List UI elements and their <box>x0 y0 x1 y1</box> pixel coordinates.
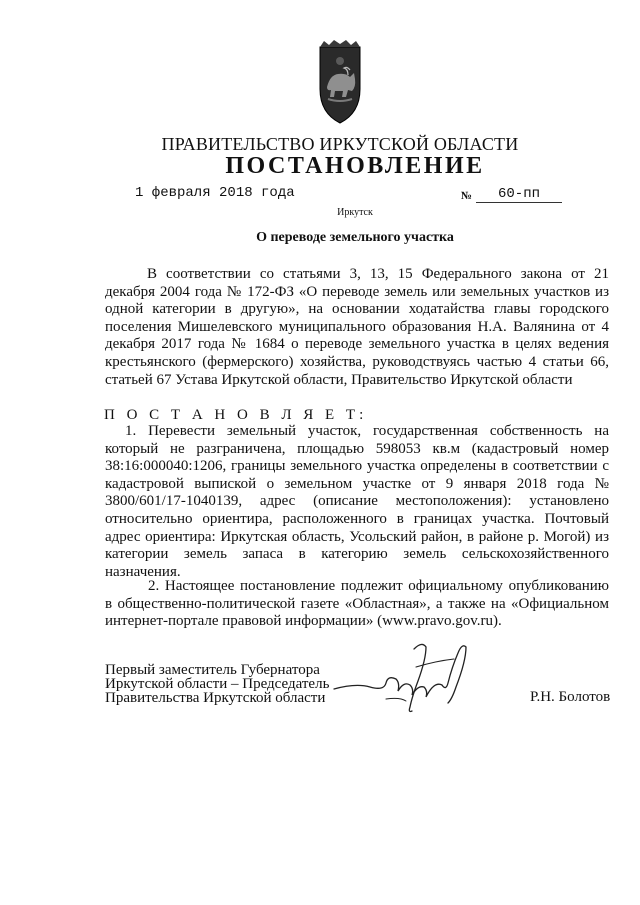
preamble-paragraph: В соответствии со статьями 3, 13, 15 Федерального закона от 21 декабря 2004 года № 172-ФЗ «О переводе земель или земельных участков из одной категории в другую», на основании ходатайства главы городского поселения Мишелевского муниципального образования Н.А. Валянина от 4 декабря 2017 года № 1684 о переводе земельного участка в целях ведения крестьянского (фермерского) хозяйства, руководствуясь частью 4 статьи 66, статьей 67 Устава Иркутской области, Правительство Иркутской области <box>105 266 609 388</box>
document-date: 1 февраля 2018 года <box>135 185 295 201</box>
number-label: № <box>461 190 473 202</box>
signatory-position-line: Иркутской области – Председатель <box>105 676 330 692</box>
decrees-heading: П О С Т А Н О В Л Я Е Т: <box>104 407 368 423</box>
signatory-position-line: Правительства Иркутской области <box>105 690 326 706</box>
signatory-position <box>105 663 329 705</box>
handwritten-signature <box>326 637 506 722</box>
signatory-position-line: Первый заместитель Губернатора <box>105 662 320 678</box>
signatory-name: Р.Н. Болотов <box>530 689 611 705</box>
item-1-paragraph: 1. Перевести земельный участок, государственная собственность на который не разграничена, площадью 598053 кв.м (кадастровый номер 38:16:000040:1206, границы земельного участка определены в соответствии с кадастровой выпиской о земельном участке от 9 января 2018 года № 3800/601/17-1040139, адрес (описание местоположения): установлено относительно ориентира, расположенного в границах участка. Почтовый адрес ориентира: Иркутская область, Усольский район, в районе р. Могой) из категории земель запаса в категорию земель сельскохозяйственного назначения. <box>105 423 609 580</box>
item-2-paragraph: 2. Настоящее постановление подлежит официальному опубликованию в общественно-политической газете «Областная», а также на «Официальном интернет-портале правовой информации» (www.pravo.gov.ru). <box>105 578 609 630</box>
document-number: 60-пп <box>476 187 562 203</box>
coat-of-arms-icon <box>318 39 362 125</box>
government-name: ПРАВИТЕЛЬСТВО ИРКУТСКОЙ ОБЛАСТИ <box>161 134 519 154</box>
document-type: ПОСТАНОВЛЕНИЕ <box>225 153 485 179</box>
document-city: Иркутск <box>337 207 373 218</box>
document-title: О переводе земельного участка <box>256 230 454 245</box>
